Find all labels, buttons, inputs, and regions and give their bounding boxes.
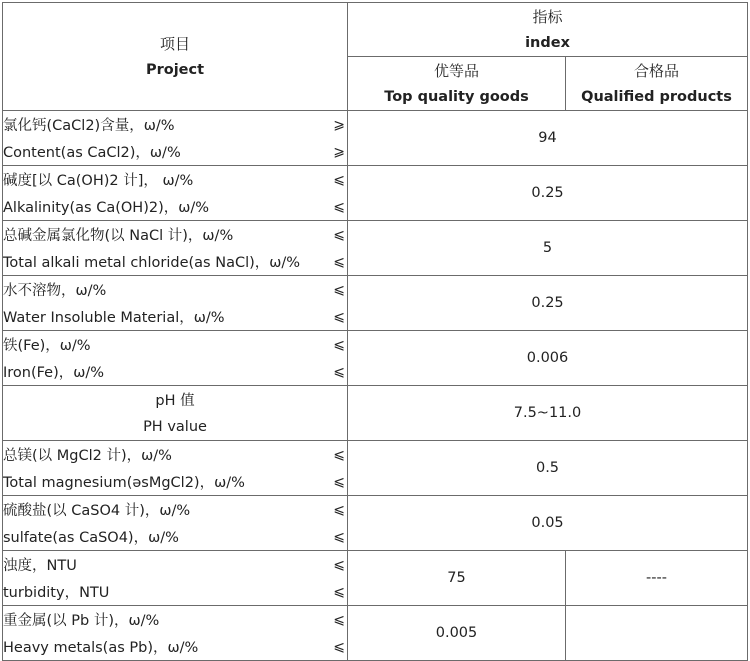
table-row <box>3 386 748 441</box>
item-line-zh <box>3 111 347 138</box>
item-name-zh: 重金属(以 Pb 计)，ω/% <box>3 613 160 629</box>
item-line-zh <box>3 386 347 413</box>
item-name-en: turbidity，NTU <box>3 585 110 601</box>
limit-symbol: ⩽ <box>333 501 345 518</box>
item-name-zh: 硫酸盐(以 CaSO4 计)，ω/% <box>3 503 191 519</box>
index-header <box>348 3 748 57</box>
item-name-en: Heavy metals(as Pb)，ω/% <box>3 640 199 656</box>
item-line-zh <box>3 551 347 578</box>
limit-symbol: ⩽ <box>333 253 345 270</box>
item-line-en <box>3 413 347 440</box>
item-name-zh: 氯化钙(CaCl2)含量，ω/% <box>3 118 175 134</box>
index-value: 7.5~11.0 <box>348 386 748 441</box>
table-row <box>3 551 748 606</box>
project-header-en: Project <box>145 61 205 78</box>
item-cell <box>3 496 348 551</box>
item-name-zh: pH 值 <box>155 393 195 409</box>
item-cell <box>3 331 348 386</box>
item-name-zh: 碱度[以 Ca(OH)2 计]， ω/% <box>3 173 194 189</box>
table-row <box>3 166 748 221</box>
item-line-en <box>3 633 347 660</box>
item-line-en <box>3 248 347 275</box>
item-cell <box>3 441 348 496</box>
limit-symbol: ⩽ <box>333 473 345 490</box>
item-name-en: PH value <box>143 418 207 435</box>
item-name-zh: 铁(Fe)，ω/% <box>3 338 91 354</box>
limit-symbol: ⩽ <box>333 446 345 463</box>
item-name-zh: 总镁(以 MgCl2 计)，ω/% <box>3 448 172 464</box>
limit-symbol: ⩽ <box>333 528 345 545</box>
limit-symbol: ⩽ <box>333 583 345 600</box>
item-name-en: Water Insoluble Material，ω/% <box>3 310 225 326</box>
project-header <box>3 3 348 111</box>
item-cell <box>3 111 348 166</box>
limit-symbol: ⩽ <box>333 281 345 298</box>
table-row <box>3 276 748 331</box>
index-value: 0.006 <box>348 331 748 386</box>
project-header-zh: 项目 <box>159 34 190 53</box>
item-name-en: Content(as CaCl2)，ω/% <box>3 145 181 161</box>
limit-symbol: ⩽ <box>333 336 345 353</box>
item-line-zh <box>3 441 347 468</box>
item-name-en: sulfate(as CaSO4)，ω/% <box>3 530 179 546</box>
index-value: 0.05 <box>348 496 748 551</box>
item-line-en <box>3 578 347 605</box>
limit-symbol: ⩽ <box>333 363 345 380</box>
item-line-zh <box>3 221 347 248</box>
item-line-zh <box>3 496 347 523</box>
top-quality-header-en: Top quality goods <box>384 88 529 105</box>
top-quality-value: 75 <box>348 551 566 606</box>
item-line-en <box>3 468 347 495</box>
table-row <box>3 331 748 386</box>
item-name-zh: 总碱金属氯化物(以 NaCl 计)，ω/% <box>3 228 234 244</box>
item-line-zh <box>3 166 347 193</box>
qualified-header-en: Qualified products <box>581 88 732 105</box>
qualified-header-zh: 合格品 <box>634 61 680 80</box>
index-value: 0.25 <box>348 166 748 221</box>
table-row <box>3 441 748 496</box>
limit-symbol: ⩽ <box>333 171 345 188</box>
item-name-zh: 水不溶物，ω/% <box>3 283 107 299</box>
item-cell <box>3 221 348 276</box>
item-line-en <box>3 193 347 220</box>
item-line-zh <box>3 331 347 358</box>
limit-symbol: ⩽ <box>333 611 345 628</box>
limit-symbol: ⩾ <box>333 116 345 133</box>
top-quality-header-zh: 优等品 <box>433 61 479 80</box>
item-cell <box>3 551 348 606</box>
qualified-value <box>566 606 748 661</box>
item-name-zh: 浊度，NTU <box>3 558 77 574</box>
top-quality-value: 0.005 <box>348 606 566 661</box>
index-value: 0.25 <box>348 276 748 331</box>
item-cell <box>3 606 348 661</box>
qualified-header <box>566 57 748 111</box>
table-row <box>3 496 748 551</box>
index-header-en: index <box>525 34 570 51</box>
spec-table <box>2 2 748 661</box>
item-name-en: Alkalinity(as Ca(OH)2)，ω/% <box>3 200 210 216</box>
index-header-zh: 指标 <box>532 7 563 26</box>
limit-symbol: ⩾ <box>333 143 345 160</box>
item-cell <box>3 166 348 221</box>
item-cell <box>3 276 348 331</box>
table-row <box>3 606 748 661</box>
item-name-en: Total alkali metal chloride(as NaCl)，ω/% <box>3 255 301 271</box>
index-value: 94 <box>348 111 748 166</box>
item-line-en <box>3 303 347 330</box>
limit-symbol: ⩽ <box>333 638 345 655</box>
index-value: 0.5 <box>348 441 748 496</box>
item-line-en <box>3 138 347 165</box>
item-line-zh <box>3 606 347 633</box>
limit-symbol: ⩽ <box>333 198 345 215</box>
item-line-zh <box>3 276 347 303</box>
table-row <box>3 221 748 276</box>
index-value: 5 <box>348 221 748 276</box>
table-row <box>3 111 748 166</box>
item-cell <box>3 386 348 441</box>
item-name-en: Iron(Fe)，ω/% <box>3 365 105 381</box>
item-line-en <box>3 358 347 385</box>
item-line-en <box>3 523 347 550</box>
top-quality-header <box>348 57 566 111</box>
limit-symbol: ⩽ <box>333 556 345 573</box>
limit-symbol: ⩽ <box>333 226 345 243</box>
header-row-1 <box>3 3 748 57</box>
limit-symbol: ⩽ <box>333 308 345 325</box>
qualified-value: ---- <box>566 551 748 606</box>
item-name-en: Total magnesium(əsMgCl2)，ω/% <box>3 475 245 491</box>
